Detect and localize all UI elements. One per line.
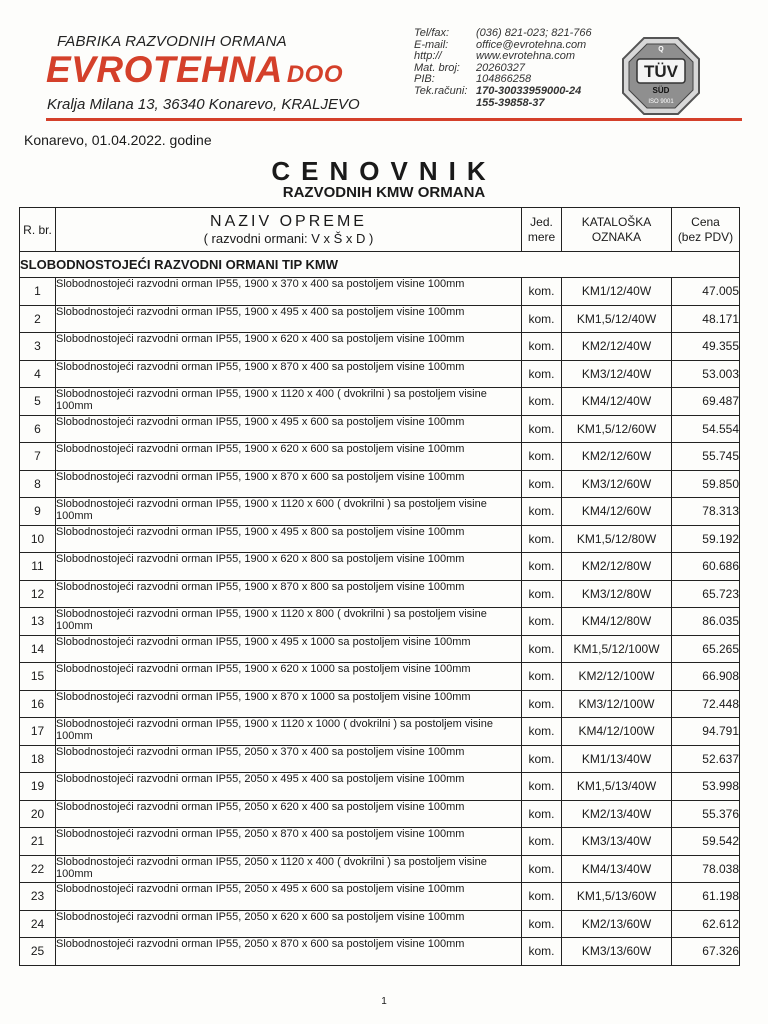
row-unit: kom.: [522, 938, 562, 966]
svg-text:ISO 9001: ISO 9001: [648, 99, 674, 105]
brand-name: EVROTEHNA: [46, 49, 283, 90]
row-unit: kom.: [522, 718, 562, 746]
row-description: Slobodnostojeći razvodni orman IP55, 1900 x 870 x 800 sa postoljem visine 100mm: [56, 580, 522, 608]
table-row: [20, 663, 740, 691]
row-description: Slobodnostojeći razvodni orman IP55, 2050 x 620 x 600 sa postoljem visine 100mm: [56, 910, 522, 938]
company-line: FABRIKA RAZVODNIH ORMANA: [57, 33, 287, 50]
row-number: 24: [20, 910, 56, 938]
table-row: [20, 635, 740, 663]
row-description: Slobodnostojeći razvodni orman IP55, 1900 x 495 x 1000 sa postoljem visine 100mm: [56, 635, 522, 663]
table-row: [20, 443, 740, 471]
row-description: Slobodnostojeći razvodni orman IP55, 1900 x 370 x 400 sa postoljem visine 100mm: [56, 278, 522, 306]
column-header-jed: Jed. mere: [522, 208, 562, 252]
table-row: [20, 278, 740, 306]
row-catalog-code: KM2/12/40W: [562, 333, 672, 361]
row-number: 14: [20, 635, 56, 663]
row-number: 18: [20, 745, 56, 773]
row-number: 17: [20, 718, 56, 746]
table-row: [20, 855, 740, 883]
table-row: [20, 415, 740, 443]
svg-text:SÜD: SÜD: [652, 86, 670, 95]
row-number: 10: [20, 525, 56, 553]
row-description: Slobodnostojeći razvodni orman IP55, 1900 x 620 x 400 sa postoljem visine 100mm: [56, 333, 522, 361]
row-unit: kom.: [522, 553, 562, 581]
page-number: 1: [381, 996, 387, 1007]
table-row: [20, 580, 740, 608]
row-description: Slobodnostojeći razvodni orman IP55, 2050 x 370 x 400 sa postoljem visine 100mm: [56, 745, 522, 773]
row-catalog-code: KM1,5/12/80W: [562, 525, 672, 553]
row-price: 59.850: [672, 470, 740, 498]
row-catalog-code: KM3/13/40W: [562, 828, 672, 856]
row-unit: kom.: [522, 635, 562, 663]
row-number: 8: [20, 470, 56, 498]
table-row: [20, 828, 740, 856]
row-catalog-code: KM4/12/60W: [562, 498, 672, 526]
row-number: 6: [20, 415, 56, 443]
row-description: Slobodnostojeći razvodni orman IP55, 2050 x 495 x 600 sa postoljem visine 100mm: [56, 883, 522, 911]
row-description: Slobodnostojeći razvodni orman IP55, 2050 x 495 x 400 sa postoljem visine 100mm: [56, 773, 522, 801]
row-price: 78.038: [672, 855, 740, 883]
row-number: 2: [20, 305, 56, 333]
row-unit: kom.: [522, 800, 562, 828]
row-number: 25: [20, 938, 56, 966]
company-address: Kralja Milana 13, 36340 Konarevo, KRALJEVO: [47, 96, 360, 113]
table-header-row: [20, 208, 740, 252]
header-rule: [46, 118, 742, 121]
row-unit: kom.: [522, 910, 562, 938]
table-row: [20, 745, 740, 773]
row-description: Slobodnostojeći razvodni orman IP55, 2050 x 870 x 400 sa postoljem visine 100mm: [56, 828, 522, 856]
column-header-kat: KATALOŠKA OZNAKA: [562, 208, 672, 252]
row-price: 60.686: [672, 553, 740, 581]
row-unit: kom.: [522, 773, 562, 801]
row-description: Slobodnostojeći razvodni orman IP55, 1900 x 1120 x 800 ( dvokrilni ) sa postoljem visine 100mm: [56, 608, 522, 636]
row-price: 48.171: [672, 305, 740, 333]
table-row: [20, 690, 740, 718]
table-row: [20, 388, 740, 416]
row-catalog-code: KM1,5/13/40W: [562, 773, 672, 801]
row-description: Slobodnostojeći razvodni orman IP55, 1900 x 620 x 800 sa postoljem visine 100mm: [56, 553, 522, 581]
row-number: 11: [20, 553, 56, 581]
table-row: [20, 883, 740, 911]
row-number: 20: [20, 800, 56, 828]
row-catalog-code: KM4/12/40W: [562, 388, 672, 416]
row-description: Slobodnostojeći razvodni orman IP55, 1900 x 620 x 1000 sa postoljem visine 100mm: [56, 663, 522, 691]
row-number: 15: [20, 663, 56, 691]
row-price: 49.355: [672, 333, 740, 361]
row-price: 62.612: [672, 910, 740, 938]
row-description: Slobodnostojeći razvodni orman IP55, 2050 x 620 x 400 sa postoljem visine 100mm: [56, 800, 522, 828]
row-unit: kom.: [522, 443, 562, 471]
column-header-cena: Cena (bez PDV): [672, 208, 740, 252]
row-number: 4: [20, 360, 56, 388]
row-description: Slobodnostojeći razvodni orman IP55, 2050 x 1120 x 400 ( dvokrilni ) sa postoljem visine 100mm: [56, 855, 522, 883]
row-catalog-code: KM1,5/12/100W: [562, 635, 672, 663]
row-price: 47.005: [672, 278, 740, 306]
row-price: 55.376: [672, 800, 740, 828]
row-number: 7: [20, 443, 56, 471]
row-price: 59.542: [672, 828, 740, 856]
row-price: 65.265: [672, 635, 740, 663]
row-catalog-code: KM1/13/40W: [562, 745, 672, 773]
svg-text:TÜV: TÜV: [644, 62, 678, 81]
row-number: 9: [20, 498, 56, 526]
column-header-rbr: R. br.: [20, 208, 56, 252]
row-unit: kom.: [522, 388, 562, 416]
contact-row: 155-39858-37: [476, 96, 545, 109]
row-number: 12: [20, 580, 56, 608]
row-unit: kom.: [522, 278, 562, 306]
section-title: SLOBODNOSTOJEĆI RAZVODNI ORMANI TIP KMW: [20, 252, 740, 278]
row-price: 53.998: [672, 773, 740, 801]
contact-row: http:// www.evrotehna.com: [414, 50, 576, 63]
row-unit: kom.: [522, 608, 562, 636]
row-description: Slobodnostojeći razvodni orman IP55, 1900 x 495 x 600 sa postoljem visine 100mm: [56, 415, 522, 443]
row-description: Slobodnostojeći razvodni orman IP55, 1900 x 1120 x 600 ( dvokrilni ) sa postoljem visine 100mm: [56, 498, 522, 526]
row-catalog-code: KM2/12/60W: [562, 443, 672, 471]
table-row: [20, 773, 740, 801]
table-row: [20, 333, 740, 361]
row-price: 72.448: [672, 690, 740, 718]
row-unit: kom.: [522, 690, 562, 718]
row-number: 5: [20, 388, 56, 416]
row-catalog-code: KM1,5/12/60W: [562, 415, 672, 443]
row-catalog-code: KM3/12/100W: [562, 690, 672, 718]
row-number: 21: [20, 828, 56, 856]
row-catalog-code: KM3/13/60W: [562, 938, 672, 966]
row-number: 19: [20, 773, 56, 801]
row-catalog-code: KM4/12/100W: [562, 718, 672, 746]
price-table: [19, 207, 740, 966]
tuv-certification-icon: [620, 35, 702, 117]
row-catalog-code: KM1,5/13/60W: [562, 883, 672, 911]
table-row: [20, 608, 740, 636]
row-unit: kom.: [522, 470, 562, 498]
row-catalog-code: KM3/12/60W: [562, 470, 672, 498]
table-row: [20, 470, 740, 498]
row-unit: kom.: [522, 415, 562, 443]
table-row: [20, 360, 740, 388]
row-description: Slobodnostojeći razvodni orman IP55, 1900 x 1120 x 400 ( dvokrilni ) sa postoljem visine 100mm: [56, 388, 522, 416]
page-title: CENOVNIK: [271, 156, 497, 186]
table-row: [20, 498, 740, 526]
contact-row: PIB: 104866258: [414, 73, 532, 86]
row-unit: kom.: [522, 663, 562, 691]
row-catalog-code: KM2/12/100W: [562, 663, 672, 691]
row-unit: kom.: [522, 855, 562, 883]
row-unit: kom.: [522, 580, 562, 608]
section-header-row: [20, 252, 740, 278]
row-price: 66.908: [672, 663, 740, 691]
row-unit: kom.: [522, 828, 562, 856]
row-number: 3: [20, 333, 56, 361]
row-description: Slobodnostojeći razvodni orman IP55, 1900 x 870 x 600 sa postoljem visine 100mm: [56, 470, 522, 498]
row-description: Slobodnostojeći razvodni orman IP55, 1900 x 870 x 400 sa postoljem visine 100mm: [56, 360, 522, 388]
brand-suffix: DOO: [286, 61, 343, 88]
brand-logo: [46, 51, 343, 88]
row-unit: kom.: [522, 498, 562, 526]
contact-row: Tel/fax: (036) 821-023; 821-766: [414, 27, 592, 39]
row-unit: kom.: [522, 745, 562, 773]
row-description: Slobodnostojeći razvodni orman IP55, 1900 x 495 x 800 sa postoljem visine 100mm: [56, 525, 522, 553]
row-price: 54.554: [672, 415, 740, 443]
row-catalog-code: KM4/13/40W: [562, 855, 672, 883]
row-unit: kom.: [522, 883, 562, 911]
row-catalog-code: KM4/12/80W: [562, 608, 672, 636]
row-price: 67.326: [672, 938, 740, 966]
contact-row: E-mail: office@evrotehna.com: [414, 38, 587, 51]
row-price: 59.192: [672, 525, 740, 553]
row-price: 65.723: [672, 580, 740, 608]
row-unit: kom.: [522, 333, 562, 361]
row-unit: kom.: [522, 305, 562, 333]
row-price: 78.313: [672, 498, 740, 526]
row-description: Slobodnostojeći razvodni orman IP55, 1900 x 870 x 1000 sa postoljem visine 100mm: [56, 690, 522, 718]
table-row: [20, 718, 740, 746]
table-row: [20, 553, 740, 581]
row-description: Slobodnostojeći razvodni orman IP55, 1900 x 620 x 600 sa postoljem visine 100mm: [56, 443, 522, 471]
row-catalog-code: KM1,5/12/40W: [562, 305, 672, 333]
table-row: [20, 938, 740, 966]
row-price: 69.487: [672, 388, 740, 416]
row-price: 52.637: [672, 745, 740, 773]
row-description: Slobodnostojeći razvodni orman IP55, 2050 x 870 x 600 sa postoljem visine 100mm: [56, 938, 522, 966]
row-unit: kom.: [522, 360, 562, 388]
row-price: 86.035: [672, 608, 740, 636]
row-number: 23: [20, 883, 56, 911]
row-price: 55.745: [672, 443, 740, 471]
row-price: 61.198: [672, 883, 740, 911]
svg-text:Q: Q: [658, 46, 664, 53]
row-number: 22: [20, 855, 56, 883]
contact-block: [414, 28, 592, 109]
table-row: [20, 910, 740, 938]
table-row: [20, 305, 740, 333]
row-catalog-code: KM3/12/40W: [562, 360, 672, 388]
row-catalog-code: KM2/12/80W: [562, 553, 672, 581]
contact-row: Tek.računi: 170-30033959000-24: [414, 84, 582, 97]
letterhead: [0, 0, 768, 120]
row-number: 16: [20, 690, 56, 718]
table-row: [20, 800, 740, 828]
row-catalog-code: KM1/12/40W: [562, 278, 672, 306]
row-description: Slobodnostojeći razvodni orman IP55, 1900 x 495 x 400 sa postoljem visine 100mm: [56, 305, 522, 333]
table-row: [20, 525, 740, 553]
row-price: 94.791: [672, 718, 740, 746]
column-header-naziv: NAZIV OPREME ( razvodni ormani: V x Š x D ): [56, 208, 522, 252]
row-catalog-code: KM2/13/40W: [562, 800, 672, 828]
row-number: 1: [20, 278, 56, 306]
row-catalog-code: KM3/12/80W: [562, 580, 672, 608]
contact-row: Mat. broj: 20260327: [414, 61, 525, 74]
place-date: Konarevo, 01.04.2022. godine: [24, 132, 212, 148]
row-catalog-code: KM2/13/60W: [562, 910, 672, 938]
row-price: 53.003: [672, 360, 740, 388]
row-description: Slobodnostojeći razvodni orman IP55, 1900 x 1120 x 1000 ( dvokrilni ) sa postoljem visine 100mm: [56, 718, 522, 746]
row-number: 13: [20, 608, 56, 636]
row-unit: kom.: [522, 525, 562, 553]
page-subtitle: RAZVODNIH KMW ORMANA: [282, 184, 486, 201]
